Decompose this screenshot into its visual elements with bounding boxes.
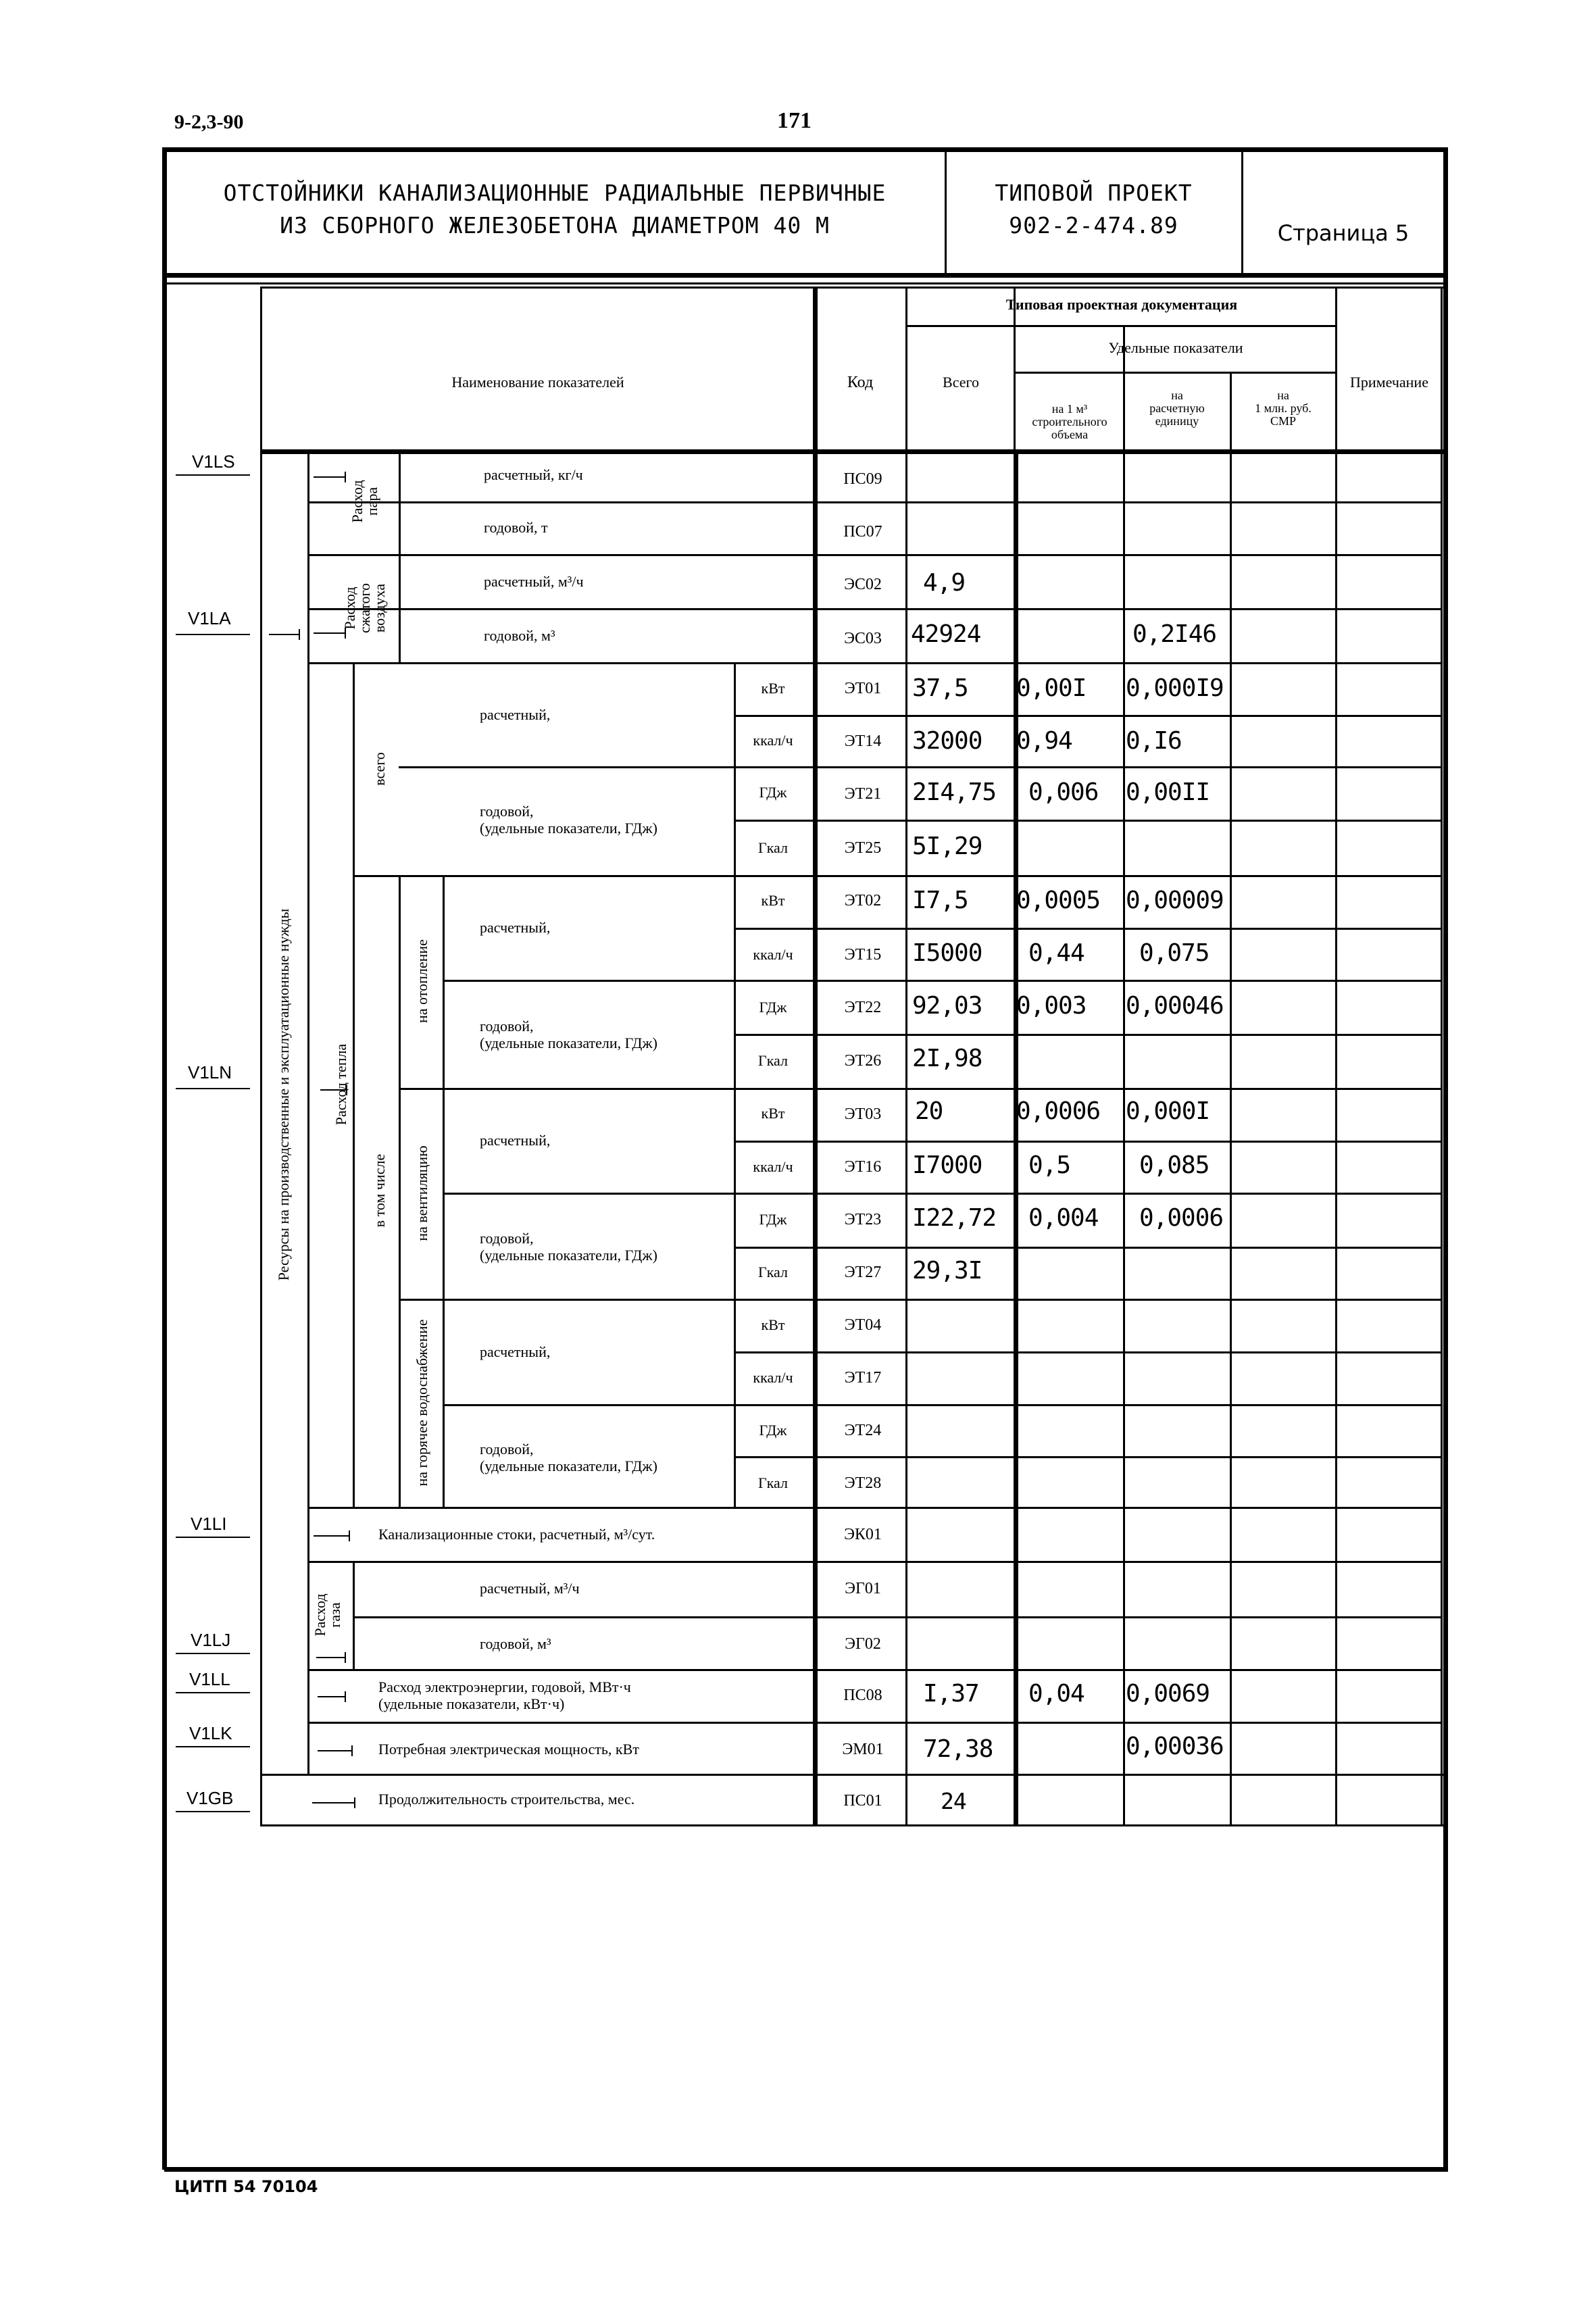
marker-v1ll: V1LL <box>189 1669 230 1689</box>
unit-gcal: Гкал <box>757 1052 788 1069</box>
unit-kw: кВт <box>761 680 785 697</box>
label-calc: расчетный, <box>480 706 551 723</box>
series-code: 9-2,3-90 <box>174 111 244 133</box>
document-title-line1: ОТСТОЙНИКИ КАНАЛИЗАЦИОННЫЕ РАДИАЛЬНЫЕ ПЕРВИЧНЫЕ <box>223 180 887 206</box>
header-total: Всего <box>943 374 979 391</box>
unit-kw: кВт <box>761 1316 785 1333</box>
group-gas: Расход газа <box>311 1593 343 1637</box>
header-per-mln: на 1 млн. руб. СМР <box>1255 389 1312 428</box>
document-page: 9-2,3-90 171 ОТСТОЙНИКИ КАНАЛИЗАЦИОННЫЕ РАДИАЛЬНЫЕ ПЕРВИЧНЫЕ ИЗ СБОРНОГО ЖЕЛЕЗОБЕТОНА ДИАМЕТРОМ 40 М ТИПОВОЙ ПРОЕКТ 902-2-474.89 Страница 5 Наименование показателей Код Типовая проектная документация Всего Удельные показатели на 1 м³ строительного объема на расчетную единицу на 1 млн. руб. СМР Примечание Ресурсы на производственные и эксплуатационные нужды Расход пара Расход сжатого воздуха Расход тепла всего в том числе на отопление на вентиляцию на горячее водоснабжение Расход газа V1LS V1LA V1LN V1LI V1LJ V1LL V1LK V1GB расчетный, кг/ч годовой, т расчетный, м³/ч годовой, м³ расчетный, годовой, (удельные показатели, ГДж) расчетный, годовой, (удельные показатели, ГДж) расчетный, годовой, (удельные показатели, ГДж) расчетный, годовой, (удельные показатели, ГДж) Канализационные стоки, расчетный, м³/сут. расчетный, м³/ч годовой, м³ Расход электроэнергии, годовой, МВт·ч (удельные показатели, кВт·ч) Потребная электрическая мощность, кВт Продолжительность строительства, мес. кВт ккал/ч ГДж Гкал кВт ккал/ч ГДж Гкал кВт ккал/ч ГДж Гкал кВт ккал/ч ГДж Гкал ПС09 ПС07 ЭС02 4,9 ЭС03 42924 0,2I46 ЭТ01 37,5 0,00I 0,000I9 ЭТ14 32000 0,94 0,I6 ЭТ21 2I4,75 0,006 0,00II ЭТ25 5I,29 ЭТ02 I7,5 0,0005 0,00009 ЭТ15 I5000 0,44 0,075 ЭТ22 92,03 0,003 0,00046 ЭТ26 2I,98 ЭТ03 20 0,0006 0,000I ЭТ16 I7000 0,5 0,085 ЭТ23 I22,72 0,004 0,0006 ЭТ27 29,3I ЭТ04 ЭТ17 ЭТ24 ЭТ28 ЭК01 ЭГ01 ЭГ02 ПС08 I,37 0,04 0,0069 ЭМ01 72,38 0,00036 ПС01 24 ЦИТП 54 70104 <box>0 0 1596 2315</box>
label-air-year: годовой, м³ <box>484 627 555 644</box>
unit-gj: ГДж <box>759 1422 787 1439</box>
unit-kcal: ккал/ч <box>753 1369 793 1386</box>
label-electricity: Расход электроэнергии, годовой, МВт·ч (удельные показатели, кВт·ч) <box>378 1678 631 1712</box>
marker-v1la: V1LA <box>188 608 231 628</box>
group-heat-total: всего <box>371 752 388 786</box>
header-note: Примечание <box>1350 374 1428 391</box>
arrow-tick <box>312 1802 355 1803</box>
unit-kcal: ккал/ч <box>753 946 793 963</box>
arrow-tick <box>314 476 346 478</box>
group-ventilation: на вентиляцию <box>414 1145 430 1241</box>
project-label: ТИПОВОЙ ПРОЕКТ <box>995 180 1193 206</box>
header-per-unit: на расчетную единицу <box>1149 389 1205 428</box>
group-resources: Ресурсы на производственные и эксплуатационные нужды <box>275 908 292 1281</box>
unit-kcal: ккал/ч <box>753 1158 793 1175</box>
arrow-tick <box>320 1089 347 1091</box>
label-calc: расчетный, <box>480 919 551 936</box>
label-steam-year: годовой, т <box>484 519 548 536</box>
label-gas-year: годовой, м³ <box>480 1635 551 1652</box>
footer-code: ЦИТП 54 70104 <box>174 2177 318 2196</box>
arrow-tick <box>318 1750 353 1751</box>
arrow-tick <box>318 1696 346 1697</box>
group-heat: Расход тепла <box>332 1043 349 1126</box>
unit-kcal: ккал/ч <box>753 732 793 749</box>
label-power: Потребная электрическая мощность, кВт <box>378 1741 639 1758</box>
label-year: годовой, (удельные показатели, ГДж) <box>480 1018 657 1051</box>
arrow-tick <box>316 1657 346 1658</box>
group-heating: на отопление <box>414 939 430 1023</box>
label-calc: расчетный, <box>480 1132 551 1149</box>
label-sewage: Канализационные стоки, расчетный, м³/сут. <box>378 1526 655 1543</box>
header-code: Код <box>847 374 874 391</box>
marker-v1ls: V1LS <box>192 451 235 472</box>
marker-v1ln: V1LN <box>188 1062 232 1082</box>
label-duration: Продолжительность строительства, мес. <box>378 1791 635 1808</box>
group-steam: Расход пара <box>349 480 380 523</box>
header-name: Наименование показателей <box>451 374 624 391</box>
unit-gcal: Гкал <box>757 1474 788 1491</box>
document-title-line2: ИЗ СБОРНОГО ЖЕЛЕЗОБЕТОНА ДИАМЕТРОМ 40 М <box>280 212 830 239</box>
arrow-tick <box>314 1535 350 1537</box>
page-number: 171 <box>777 108 812 133</box>
unit-gj: ГДж <box>759 999 787 1016</box>
label-steam-calc: расчетный, кг/ч <box>484 466 583 483</box>
label-gas-calc: расчетный, м³/ч <box>480 1580 580 1597</box>
header-group: Типовая проектная документация <box>1005 296 1238 313</box>
label-year: годовой, (удельные показатели, ГДж) <box>480 1230 657 1264</box>
label-year: годовой, (удельные показатели, ГДж) <box>480 1441 657 1474</box>
arrow-tick <box>314 632 346 634</box>
unit-gcal: Гкал <box>757 1264 788 1280</box>
group-hot-water: на горячее водоснабжение <box>414 1319 430 1487</box>
marker-v1li: V1LI <box>191 1514 227 1534</box>
arrow-tick <box>269 634 300 635</box>
marker-v1lj: V1LJ <box>191 1630 231 1650</box>
header-specific: Удельные показатели <box>1108 339 1243 356</box>
unit-kw: кВт <box>761 1105 785 1122</box>
header-per-m3: на 1 м³ строительного объема <box>1032 402 1107 441</box>
unit-gcal: Гкал <box>757 839 788 856</box>
unit-gj: ГДж <box>759 1211 787 1228</box>
label-calc: расчетный, <box>480 1343 551 1360</box>
label-air-calc: расчетный, м³/ч <box>484 573 584 590</box>
unit-gj: ГДж <box>759 784 787 801</box>
sheet-label: Страница 5 <box>1277 220 1410 246</box>
label-year: годовой, (удельные показатели, ГДж) <box>480 803 657 837</box>
unit-kw: кВт <box>761 892 785 909</box>
group-including: в том числе <box>371 1153 388 1228</box>
project-number: 902-2-474.89 <box>1009 212 1178 239</box>
marker-v1lk: V1LK <box>189 1723 232 1743</box>
marker-v1gb: V1GB <box>186 1788 234 1808</box>
group-air: Расход сжатого воздуха <box>341 583 388 633</box>
